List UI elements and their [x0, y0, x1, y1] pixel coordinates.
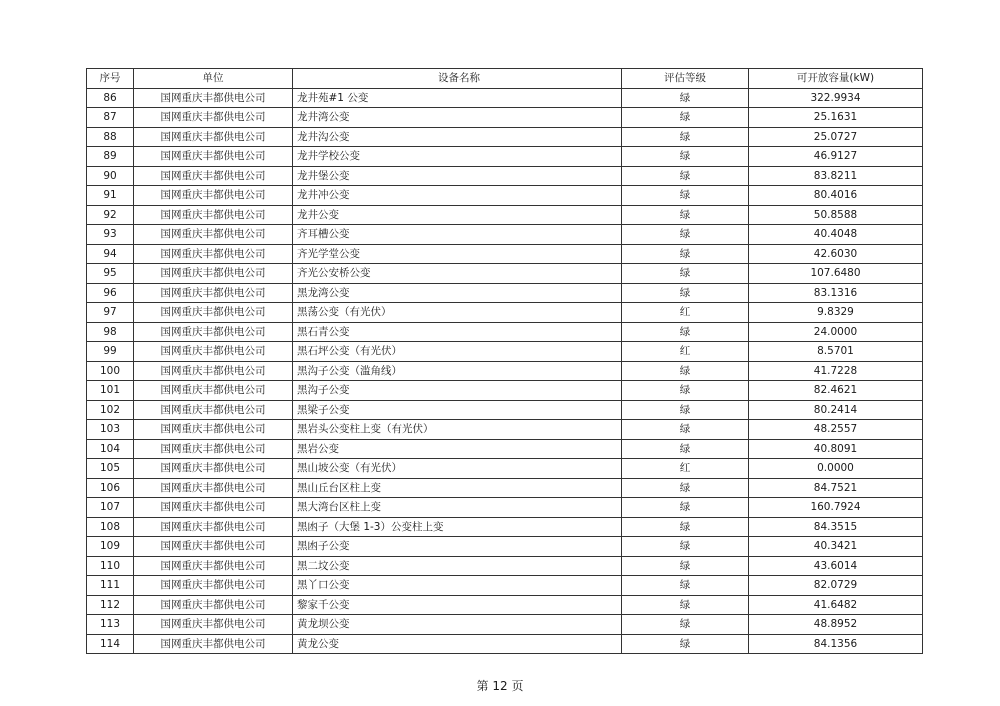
cell-device-name: 龙井沟公变 [293, 127, 622, 147]
cell-seq: 113 [87, 615, 134, 635]
table-row [87, 322, 923, 342]
cell-seq: 108 [87, 517, 134, 537]
cell-seq: 110 [87, 556, 134, 576]
page-number: 第 12 页 [476, 679, 524, 693]
cell-device-name: 黎家千公变 [293, 595, 622, 615]
cell-level: 绿 [622, 322, 749, 342]
cell-capacity: 50.8588 [749, 205, 923, 225]
cell-seq: 111 [87, 576, 134, 596]
cell-capacity: 83.1316 [749, 283, 923, 303]
cell-device-name: 黑丫口公变 [293, 576, 622, 596]
cell-seq: 104 [87, 439, 134, 459]
cell-unit: 国网重庆丰都供电公司 [134, 537, 293, 557]
table-row [87, 205, 923, 225]
cell-level: 绿 [622, 244, 749, 264]
cell-unit: 国网重庆丰都供电公司 [134, 303, 293, 323]
table-row [87, 303, 923, 323]
cell-level: 绿 [622, 88, 749, 108]
cell-unit: 国网重庆丰都供电公司 [134, 556, 293, 576]
cell-unit: 国网重庆丰都供电公司 [134, 498, 293, 518]
cell-unit: 国网重庆丰都供电公司 [134, 88, 293, 108]
cell-capacity: 84.3515 [749, 517, 923, 537]
cell-capacity: 40.3421 [749, 537, 923, 557]
cell-unit: 国网重庆丰都供电公司 [134, 166, 293, 186]
table-row [87, 439, 923, 459]
cell-level: 绿 [622, 576, 749, 596]
cell-unit: 国网重庆丰都供电公司 [134, 322, 293, 342]
cell-unit: 国网重庆丰都供电公司 [134, 147, 293, 167]
cell-capacity: 82.0729 [749, 576, 923, 596]
cell-seq: 112 [87, 595, 134, 615]
header-seq: 序号 [87, 69, 134, 89]
cell-level: 绿 [622, 127, 749, 147]
table-row [87, 186, 923, 206]
cell-device-name: 黑龙湾公变 [293, 283, 622, 303]
header-capacity: 可开放容量(kW) [749, 69, 923, 89]
cell-level: 绿 [622, 517, 749, 537]
cell-device-name: 黑岩头公变柱上变（有光伏） [293, 420, 622, 440]
cell-capacity: 107.6480 [749, 264, 923, 284]
table-row [87, 478, 923, 498]
cell-device-name: 黑石坪公变（有光伏） [293, 342, 622, 362]
cell-seq: 89 [87, 147, 134, 167]
cell-capacity: 25.1631 [749, 108, 923, 128]
cell-capacity: 40.4048 [749, 225, 923, 245]
capacity-table [86, 68, 923, 654]
cell-seq: 86 [87, 88, 134, 108]
cell-device-name: 龙井冲公变 [293, 186, 622, 206]
header-unit: 单位 [134, 69, 293, 89]
cell-capacity: 83.8211 [749, 166, 923, 186]
cell-device-name: 黑岩公变 [293, 439, 622, 459]
cell-capacity: 0.0000 [749, 459, 923, 479]
cell-unit: 国网重庆丰都供电公司 [134, 186, 293, 206]
cell-level: 红 [622, 459, 749, 479]
table-row [87, 595, 923, 615]
cell-unit: 国网重庆丰都供电公司 [134, 127, 293, 147]
cell-unit: 国网重庆丰都供电公司 [134, 342, 293, 362]
cell-level: 绿 [622, 225, 749, 245]
cell-unit: 国网重庆丰都供电公司 [134, 576, 293, 596]
cell-capacity: 160.7924 [749, 498, 923, 518]
cell-unit: 国网重庆丰都供电公司 [134, 381, 293, 401]
cell-seq: 101 [87, 381, 134, 401]
cell-device-name: 黑凼子公变 [293, 537, 622, 557]
cell-seq: 94 [87, 244, 134, 264]
cell-unit: 国网重庆丰都供电公司 [134, 108, 293, 128]
cell-seq: 96 [87, 283, 134, 303]
cell-unit: 国网重庆丰都供电公司 [134, 283, 293, 303]
table-row [87, 420, 923, 440]
cell-device-name: 龙井学校公变 [293, 147, 622, 167]
cell-level: 红 [622, 303, 749, 323]
cell-unit: 国网重庆丰都供电公司 [134, 225, 293, 245]
table-row [87, 264, 923, 284]
cell-unit: 国网重庆丰都供电公司 [134, 615, 293, 635]
cell-capacity: 24.0000 [749, 322, 923, 342]
table-row [87, 459, 923, 479]
table-row [87, 517, 923, 537]
cell-device-name: 齐光公安桥公变 [293, 264, 622, 284]
cell-unit: 国网重庆丰都供电公司 [134, 517, 293, 537]
cell-level: 绿 [622, 615, 749, 635]
cell-seq: 92 [87, 205, 134, 225]
cell-device-name: 龙井苑#1 公变 [293, 88, 622, 108]
table-row [87, 576, 923, 596]
cell-device-name: 龙井公变 [293, 205, 622, 225]
table-row [87, 361, 923, 381]
cell-unit: 国网重庆丰都供电公司 [134, 459, 293, 479]
cell-level: 绿 [622, 108, 749, 128]
table-row [87, 342, 923, 362]
table-row [87, 166, 923, 186]
cell-capacity: 42.6030 [749, 244, 923, 264]
cell-seq: 91 [87, 186, 134, 206]
cell-seq: 88 [87, 127, 134, 147]
cell-device-name: 龙井堡公变 [293, 166, 622, 186]
cell-device-name: 黑山坡公变（有光伏） [293, 459, 622, 479]
cell-seq: 98 [87, 322, 134, 342]
cell-level: 绿 [622, 420, 749, 440]
cell-level: 绿 [622, 205, 749, 225]
cell-capacity: 40.8091 [749, 439, 923, 459]
cell-unit: 国网重庆丰都供电公司 [134, 205, 293, 225]
cell-capacity: 84.1356 [749, 634, 923, 654]
cell-capacity: 41.7228 [749, 361, 923, 381]
cell-level: 绿 [622, 400, 749, 420]
cell-level: 绿 [622, 556, 749, 576]
table-row [87, 615, 923, 635]
cell-level: 绿 [622, 283, 749, 303]
cell-device-name: 齐耳槽公变 [293, 225, 622, 245]
cell-device-name: 黑大湾台区柱上变 [293, 498, 622, 518]
cell-level: 红 [622, 342, 749, 362]
cell-capacity: 80.4016 [749, 186, 923, 206]
cell-device-name: 黑山丘台区柱上变 [293, 478, 622, 498]
cell-seq: 103 [87, 420, 134, 440]
cell-capacity: 25.0727 [749, 127, 923, 147]
cell-capacity: 43.6014 [749, 556, 923, 576]
cell-device-name: 黑荡公变（有光伏） [293, 303, 622, 323]
cell-level: 绿 [622, 361, 749, 381]
table-row [87, 537, 923, 557]
cell-level: 绿 [622, 537, 749, 557]
cell-seq: 107 [87, 498, 134, 518]
cell-device-name: 黄龙坝公变 [293, 615, 622, 635]
table-header-row [87, 69, 923, 89]
cell-seq: 105 [87, 459, 134, 479]
cell-device-name: 黑凼子（大堡 1-3）公变柱上变 [293, 517, 622, 537]
cell-seq: 87 [87, 108, 134, 128]
cell-unit: 国网重庆丰都供电公司 [134, 420, 293, 440]
cell-capacity: 82.4621 [749, 381, 923, 401]
cell-seq: 97 [87, 303, 134, 323]
cell-unit: 国网重庆丰都供电公司 [134, 361, 293, 381]
cell-device-name: 黑梁子公变 [293, 400, 622, 420]
cell-level: 绿 [622, 478, 749, 498]
cell-device-name: 龙井湾公变 [293, 108, 622, 128]
table-row [87, 108, 923, 128]
cell-unit: 国网重庆丰都供电公司 [134, 400, 293, 420]
cell-capacity: 80.2414 [749, 400, 923, 420]
cell-level: 绿 [622, 634, 749, 654]
cell-device-name: 黑沟子公变（滥角线） [293, 361, 622, 381]
cell-level: 绿 [622, 264, 749, 284]
cell-level: 绿 [622, 147, 749, 167]
table-row [87, 127, 923, 147]
cell-seq: 90 [87, 166, 134, 186]
cell-seq: 106 [87, 478, 134, 498]
cell-unit: 国网重庆丰都供电公司 [134, 244, 293, 264]
table-row [87, 88, 923, 108]
cell-seq: 95 [87, 264, 134, 284]
cell-level: 绿 [622, 439, 749, 459]
table-row [87, 147, 923, 167]
cell-unit: 国网重庆丰都供电公司 [134, 478, 293, 498]
cell-device-name: 黄龙公变 [293, 634, 622, 654]
cell-seq: 100 [87, 361, 134, 381]
cell-capacity: 322.9934 [749, 88, 923, 108]
table-row [87, 225, 923, 245]
cell-seq: 99 [87, 342, 134, 362]
table-row [87, 634, 923, 654]
cell-level: 绿 [622, 498, 749, 518]
cell-seq: 93 [87, 225, 134, 245]
table-row [87, 556, 923, 576]
cell-level: 绿 [622, 166, 749, 186]
cell-unit: 国网重庆丰都供电公司 [134, 439, 293, 459]
cell-unit: 国网重庆丰都供电公司 [134, 264, 293, 284]
cell-capacity: 48.8952 [749, 615, 923, 635]
table-row [87, 244, 923, 264]
cell-device-name: 黑石青公变 [293, 322, 622, 342]
cell-device-name: 黑二坟公变 [293, 556, 622, 576]
table-body [87, 88, 923, 654]
cell-capacity: 9.8329 [749, 303, 923, 323]
cell-level: 绿 [622, 381, 749, 401]
cell-level: 绿 [622, 186, 749, 206]
cell-capacity: 8.5701 [749, 342, 923, 362]
table-row [87, 498, 923, 518]
cell-capacity: 84.7521 [749, 478, 923, 498]
cell-seq: 109 [87, 537, 134, 557]
cell-level: 绿 [622, 595, 749, 615]
cell-device-name: 齐光学堂公变 [293, 244, 622, 264]
cell-capacity: 46.9127 [749, 147, 923, 167]
table-row [87, 400, 923, 420]
cell-unit: 国网重庆丰都供电公司 [134, 595, 293, 615]
cell-capacity: 48.2557 [749, 420, 923, 440]
cell-device-name: 黑沟子公变 [293, 381, 622, 401]
cell-unit: 国网重庆丰都供电公司 [134, 634, 293, 654]
cell-capacity: 41.6482 [749, 595, 923, 615]
header-device-name: 设备名称 [293, 69, 622, 89]
cell-seq: 102 [87, 400, 134, 420]
cell-seq: 114 [87, 634, 134, 654]
table-row [87, 381, 923, 401]
table-row [87, 283, 923, 303]
header-level: 评估等级 [622, 69, 749, 89]
